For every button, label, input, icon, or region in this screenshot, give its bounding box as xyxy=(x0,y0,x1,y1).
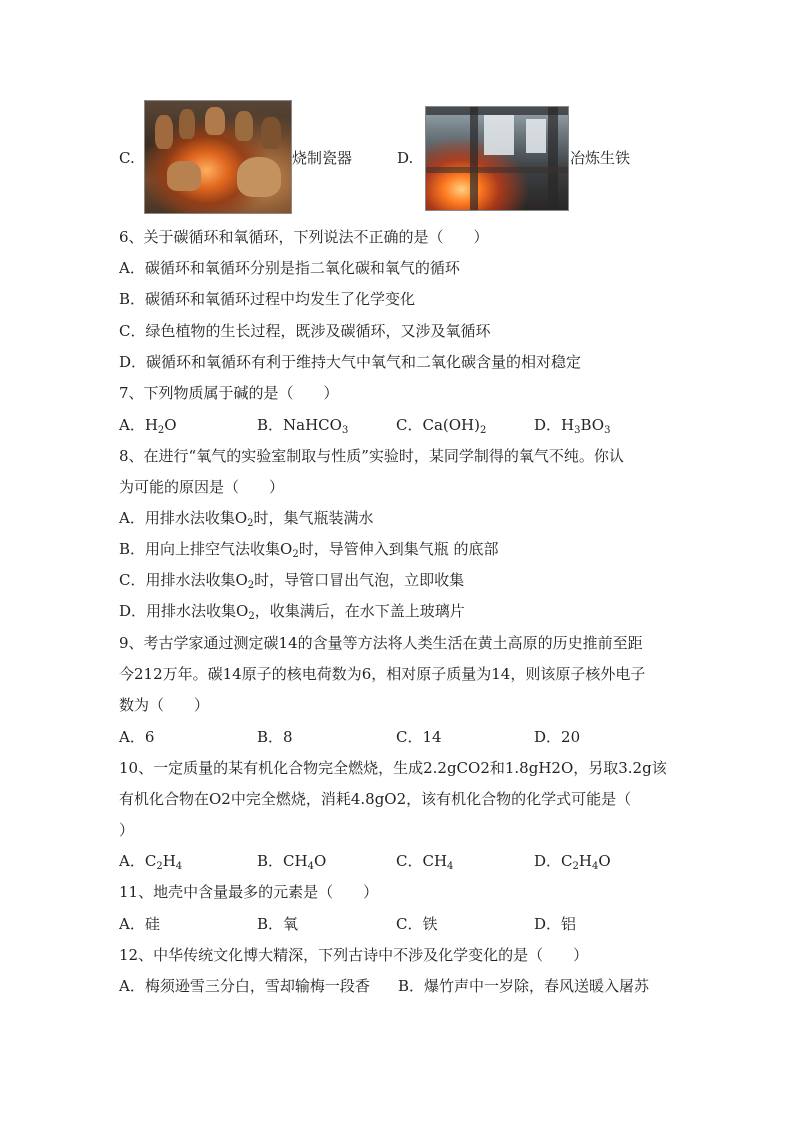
q9-stem-line2: 今212万年。碳14原子的核电荷数为6，相对原子质量为14，则该原子核外电子 xyxy=(119,665,646,683)
q7-stem: 7、下列物质属于碱的是（ ） xyxy=(119,384,339,402)
q8-stem-line1: 8、在进行“氧气的实验室制取与性质”实验时，某同学制得的氧气不纯。你认 xyxy=(119,447,624,465)
q10-stem-line1: 10、一定质量的某有机化合物完全燃烧，生成2.2gCO2和1.8gH2O，另取3.2g该 xyxy=(119,759,667,777)
q11-option-b: B．氧 xyxy=(257,915,299,933)
q9-stem-line1: 9、考古学家通过测定碳14的含量等方法将人类生活在黄土高原的历史推前至距 xyxy=(119,634,643,652)
q10-option-d: D．$C_2H_4O$ xyxy=(534,852,611,872)
kiln-pottery-photo xyxy=(144,100,292,214)
q5-option-d-label: D. xyxy=(397,149,414,167)
q8-option-b: B．用向上排空气法收集$O_2$时，导管伸入到集气瓶 的底部 xyxy=(119,540,499,560)
q7-option-a: A．$H_2O$ xyxy=(119,416,177,436)
q5-option-c-text: 烧制瓷器 xyxy=(292,149,353,167)
q10-option-c: C．$CH_4$ xyxy=(396,852,454,872)
q8-option-a: A．用排水法收集$O_2$时，集气瓶装满水 xyxy=(119,509,374,529)
q6-option-c: C．绿色植物的生长过程，既涉及碳循环，又涉及氧循环 xyxy=(119,322,491,340)
iron-smelting-photo xyxy=(425,106,569,211)
q12-option-a: A．梅须逊雪三分白，雪却输梅一段香 xyxy=(119,977,370,995)
q10-option-a: A．$C_2H_4$ xyxy=(119,852,183,872)
q7-option-b: B．NaHCO$_3$ xyxy=(257,416,349,436)
q12-stem: 12、中华传统文化博大精深，下列古诗中不涉及化学变化的是（ ） xyxy=(119,946,589,964)
q5-option-c-label: C. xyxy=(119,149,135,167)
q6-option-d: D．碳循环和氧循环有利于维持大气中氧气和二氧化碳含量的相对稳定 xyxy=(119,353,582,371)
q10-stem-line3: ） xyxy=(119,821,135,839)
q5-option-d-text: 冶炼生铁 xyxy=(570,149,631,167)
q7-option-c: C．$Ca(OH)_2$ xyxy=(396,416,487,436)
q10-stem-line2: 有机化合物在O2中完全燃烧，消耗4.8gO2，该有机化合物的化学式可能是（ xyxy=(119,790,632,808)
q12-option-b: B．爆竹声中一岁除，春风送暖入屠苏 xyxy=(398,977,650,995)
q9-stem-line3: 数为（ ） xyxy=(119,696,210,714)
q7-option-d: D．$H_3BO_3$ xyxy=(534,416,611,436)
q9-option-c: C．14 xyxy=(396,728,442,746)
q6-option-a: A．碳循环和氧循环分别是指二氧化碳和氧气的循环 xyxy=(119,259,460,277)
q8-option-c: C．用排水法收集$O_2$时，导管口冒出气泡，立即收集 xyxy=(119,571,465,591)
q9-option-b: B．8 xyxy=(257,728,293,746)
q11-option-a: A．硅 xyxy=(119,915,160,933)
q10-option-b: B．$CH_4O$ xyxy=(257,852,327,872)
q9-option-d: D．20 xyxy=(534,728,581,746)
q11-stem: 11、地壳中含量最多的元素是（ ） xyxy=(119,883,379,901)
q8-stem-line2: 为可能的原因是（ ） xyxy=(119,478,285,496)
q6-stem: 6、关于碳循环和氧循环，下列说法不正确的是（ ） xyxy=(119,228,489,246)
q11-option-d: D．铝 xyxy=(534,915,577,933)
q11-option-c: C．铁 xyxy=(396,915,438,933)
q6-option-b: B．碳循环和氧循环过程中均发生了化学变化 xyxy=(119,290,416,308)
q9-option-a: A．6 xyxy=(119,728,155,746)
q8-option-d: D．用排水法收集$O_2$，收集满后，在水下盖上玻璃片 xyxy=(119,602,465,622)
